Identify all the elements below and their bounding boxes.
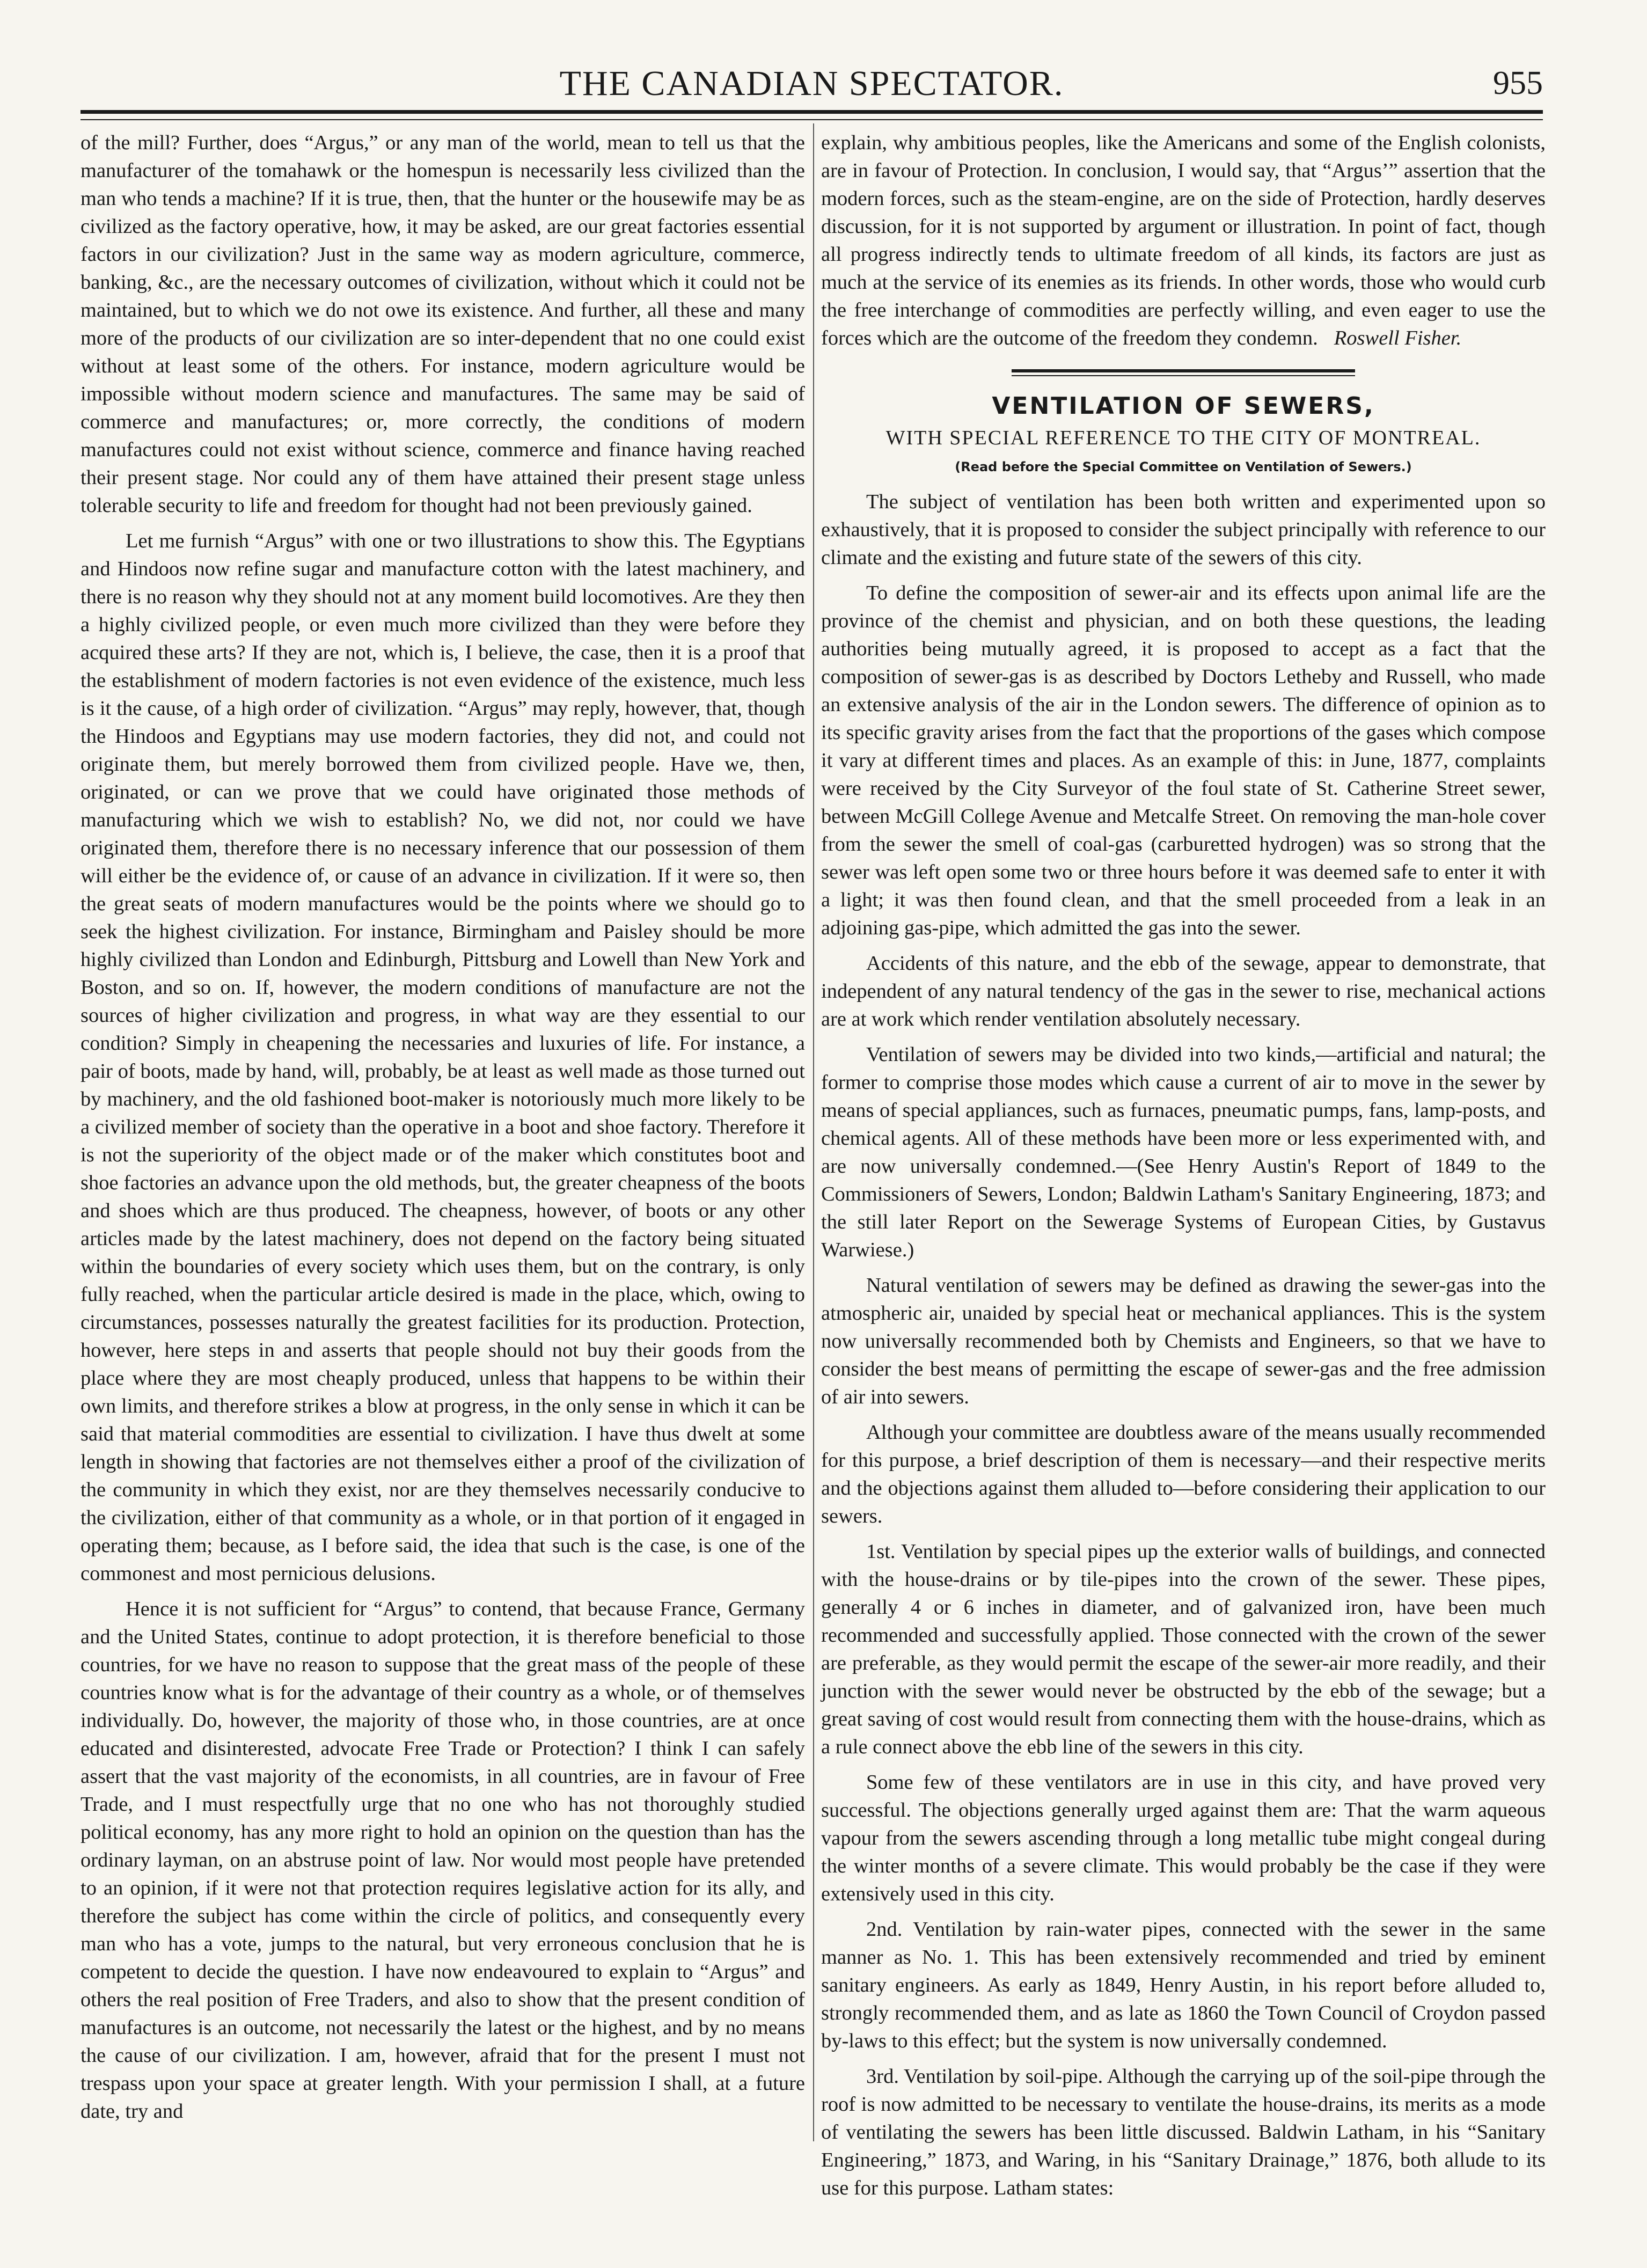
- paragraph: Ventilation of sewers may be divided into two kinds,—artificial and natural; the former to comprise those modes which cause a current of air to move in the sewer by means of special appliances, such as furnaces, pneumatic pumps, fans, lamp-posts, and chemical agents. All of these methods have been more or less experimented with, and are now universally condemned.—(See Henry Austin's Report of 1849 to the Commissioners of Sewers, London; Baldwin Latham's Sanitary Engineering, 1873; and the still later Report on the Sewerage Systems of European Cities, by Gustavus Warwiese.): [821, 1043, 1546, 1261]
- left-column: [80, 129, 805, 2147]
- right-column: [821, 129, 1546, 2199]
- article-divider: [1012, 369, 1355, 376]
- paragraph: Let me furnish “Argus” with one or two illustrations to show this. The Egyptians and Hindoos now refine sugar and manufacture cotton with the latest machinery, and there is no reason why they should not at any moment build locomotives. Are they then a highly civilized people, or even much more civilized than they were before they acquired these arts? If they are not, which is, I believe, the case, then it is a proof that the establishment of modern factories is not even evidence of the existence, much less is it the cause, of a high order of civilization. “Argus” may reply, however, that, though the Hindoos and Egyptians may use modern factories, they did not, and could not originate them, but merely borrowed them from civilized people. Have we, then, originated, or can we prove that we could have originated those methods of manufacturing which we wish to establish? No, we did not, nor could we have originated them, therefore there is no necessary inference that our possession of them will either be the evidence of, or cause of an advance in civilization. If it were so, then the great seats of modern manufactures would be the points where we should go to seek the highest civilization. For instance, Birmingham and Paisley should be more highly civilized than London and Edinburgh, Pittsburg and Lowell than New York and Boston, and so on. If, however, the modern conditions of manufacture are not the sources of higher civilization and progress, in what way are they essential to our condition? Simply in cheapening the necessaries and luxuries of life. For instance, a pair of boots, made by hand, will, probably, be at least as well made as those turned out by machinery, and the old fashioned boot-maker is notoriously much more likely to be a civilized member of society than the operative in a boot and shoe factory. Therefore it is not the superiority of the object made or of the maker which constitutes boot and shoe factories an advance upon the old methods, but, the greater cheapness of the boots and shoes which are thus produced. The cheapness, however, of boots or any other articles made by the latest machinery, does not depend on the factory being situated within the boundaries of every society which uses them, but on the contrary, is only fully reached, when the particular article desired is made in the place, which, owing to circumstances, possesses naturally the greatest facilities for its production. Protection, however, here steps in and asserts that people should not buy their goods from the place where they are most cheaply produced, unless that happens to be within their own limits, and therefore strikes a blow at progress, in the only sense in which it can be said that material commodities are essential to civilization. I have thus dwelt at some length in showing that factories are not themselves either a proof of the civilization of the community in which they exist, nor are they themselves necessarily conducive to the civilization, either of that community as a whole, or in that portion of it engaged in operating them; because, as I before said, the idea that such is the case, is one of the commonest and most pernicious delusions.: [80, 530, 805, 1585]
- paragraph: Although your committee are doubtless aware of the means usually recommended for this purpose, a brief description of them is necessary—and their respective merits and the objections against them alluded to—before considering their application to our sewers.: [821, 1421, 1546, 1527]
- article-title: VENTILATION OF SEWERS,: [992, 392, 1375, 420]
- paragraph: To define the composition of sewer-air and its effects upon animal life are the province of the chemist and physician, and on both these questions, the leading authorities being mutually agreed, it is proposed to accept as a fact that the composition of sewer-gas is as described by Doctors Letheby and Russell, who made an extensive analysis of the air in the London sewers. The difference of opinion as to its specific gravity arises from the fact that the proportions of the gases which compose it vary at different times and places. As an example of this: in June, 1877, complaints were received by the City Surveyor of the foul state of St. Catherine Street sewer, between McGill College Avenue and Metcalfe Street. On removing the man-hole cover from the sewer the smell of coal-gas (carburetted hydrogen) was so strong that the sewer was left open some two or three hours before it was deemed safe to enter it with a light; it was then found clean, and that the smell proceeded from a leak in an adjoining gas-pipe, which admitted the gas into the sewer.: [821, 582, 1546, 939]
- paragraph: 1st. Ventilation by special pipes up the exterior walls of buildings, and connected with the house-drains or by tile-pipes into the crown of the sewer. These pipes, generally 4 or 6 inches in diameter, and of galvanized iron, have been much recommended and successfully applied. Those connected with the crown of the sewer are preferable, as they would permit the escape of the sewer-air more readily, and their junction with the sewer would never be obstructed by the ebb of the sewage; but a great saving of cost would result from connecting them with the house-drains, which as a rule connect above the ebb line of the sewers in this city.: [821, 1540, 1546, 1758]
- page-header: [80, 63, 1543, 106]
- letter-continuation: [821, 129, 1546, 352]
- paragraph: 3rd. Ventilation by soil-pipe. Although the carrying up of the soil-pipe through the roof is now admitted to be necessary to ventilate the house-drains, its merits as a mode of ventilating the sewers has been little discussed. Baldwin Latham, in his “Sanitary Engineering,” 1873, and Waring, in his “Sanitary Drainage,” 1876, both allude to its use for this purpose. Latham states:: [821, 2065, 1546, 2199]
- page-number: 955: [1493, 65, 1543, 101]
- column-divider: [813, 123, 814, 2141]
- article-note: (Read before the Special Committee on Ventilation of Sewers.): [955, 459, 1412, 474]
- paragraph: 2nd. Ventilation by rain-water pipes, connected with the sewer in the same manner as No. 1. This has been extensively recommended and tried by eminent sanitary engineers. As early as 1849, Henry Austin, in his report before alluded to, strongly recommended them, and as late as 1860 the Town Council of Croydon passed by-laws to this effect; but the system is now universally condemned.: [821, 1918, 1546, 2052]
- paragraph: of the mill? Further, does “Argus,” or any man of the world, mean to tell us that the manufacturer of the tomahawk or the homespun is necessarily less civilized than the man who tends a machine? If it is true, then, that the hunter or the housewife may be as civilized as the factory operative, how, it may be asked, are our great factories essential factors in our civilization? Just in the same way as modern agriculture, commerce, banking, &c., are the necessary outcomes of civilization, without which it could not be maintained, but to which we do not owe its existence. And further, all these and many more of the products of our civilization are so inter-dependent that no one could exist without at least some of the others. For instance, modern agriculture would be impossible without modern science and manufactures. The same may be said of commerce and manufactures; or, more correctly, the conditions of modern manufactures could not exist without science, commerce and finance having reached their present stage. Nor could any of them have attained their present stage unless tolerable security to life and freedom for thought had not been previously gained.: [80, 131, 805, 517]
- paragraph: Hence it is not sufficient for “Argus” to contend, that because France, Germany and the United States, continue to adopt protection, it is therefore beneficial to those countries, for we have no reason to suppose that the great mass of the people of these countries know what is for the advantage of their country as a whole, or of themselves individually. Do, however, the majority of those who, in those countries, are at once educated and disinterested, advocate Free Trade or Protection? I think I can safely assert that the vast majority of the economists, in all countries, are in favour of Free Trade, and I must respectfully urge that no one who has not thoroughly studied political economy, has any more right to hold an opinion on the question than has the ordinary layman, on an abstruse point of law. Nor would most people have pretended to an opinion, if it were not that protection requires legislative action for its ally, and therefore the subject has come within the circle of politics, and consequently every man who has a vote, jumps to the natural, but very erroneous conclusion that he is competent to decide the question. I have now endeavoured to explain to “Argus” and others the real position of Free Traders, and also to show that the present condition of manufactures is an outcome, not necessarily the latest or the highest, and by no means the cause of our civilization. I am, however, afraid that for the present I must not trespass upon your space at greater length. With your permission I shall, at a future date, try and: [80, 1598, 805, 2123]
- paragraph: Accidents of this nature, and the ebb of the sewage, appear to demonstrate, that independent of any natural tendency of the gas in the sewer to rise, mechanical actions are at work which render ventilation absolutely necessary.: [821, 952, 1546, 1030]
- paragraph: The subject of ventilation has been both written and experimented upon so exhaustively, that it is proposed to consider the subject principally with reference to our climate and the existing and future state of the sewers of this city.: [821, 491, 1546, 569]
- header-rule: [80, 110, 1543, 120]
- signature: Roswell Fisher.: [1334, 327, 1462, 349]
- masthead: THE CANADIAN SPECTATOR.: [559, 64, 1064, 103]
- paragraph: Some few of these ventilators are in use in this city, and have proved very successful. The objections generally urged against them are: That the warm aqueous vapour from the sewers ascending through a long metallic tube might congeal during the winter months of a severe climate. This would probably be the case if they were extensively used in this city.: [821, 1771, 1546, 1905]
- paragraph: Natural ventilation of sewers may be defined as drawing the sewer-gas into the atmospheric air, unaided by special heat or mechanical appliances. This is the system now universally recommended both by Chemists and Engineers, so that we have to consider the best means of permitting the escape of sewer-gas and the free admission of air into sewers.: [821, 1274, 1546, 1408]
- continuation-text: explain, why ambitious peoples, like the Americans and some of the English colonists, are in favour of Protection. In conclusion, I would say, that “Argus’” assertion that the modern forces, such as the steam-engine, are on the side of Protection, hardly deserves discussion, for it is not supported by argument or illustration. In point of fact, though all progress indirectly tends to ultimate freedom of all kinds, its factors are just as much at the service of its enemies as its friends. In other words, those who would curb the free interchange of commodities are perfectly willing, and even eager to use the forces which are the outcome of the freedom they condemn.: [821, 131, 1546, 349]
- article-subtitle: WITH SPECIAL REFERENCE TO THE CITY OF MONTREAL.: [885, 427, 1481, 449]
